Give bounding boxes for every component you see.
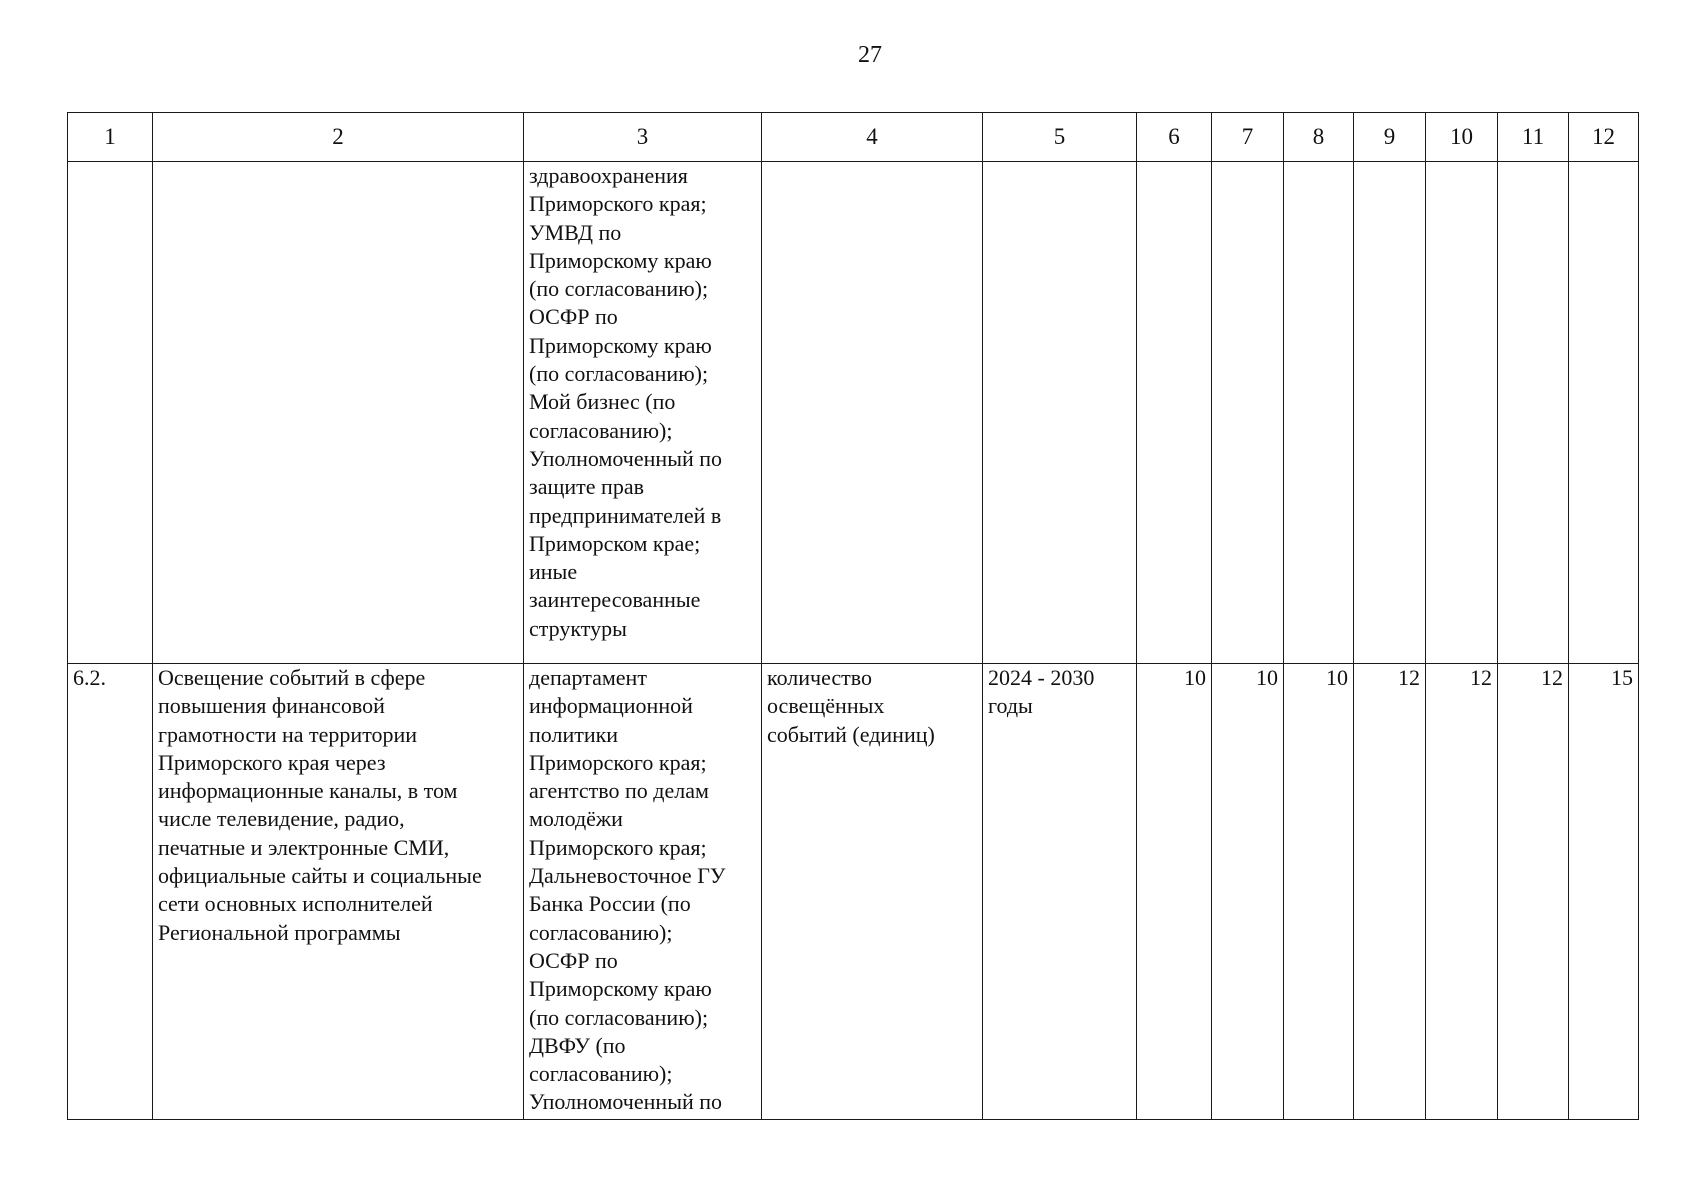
column-header-6: 6 — [1137, 113, 1212, 162]
column-header-7: 7 — [1212, 113, 1284, 162]
measure-name-cell — [153, 664, 524, 1120]
cell-text-line: Уполномоченный по — [529, 445, 723, 471]
value-cell — [1212, 162, 1284, 664]
value-cell: 12 — [1354, 664, 1426, 1120]
column-header-1: 1 — [68, 113, 153, 162]
cell-text-line: освещённых — [767, 693, 885, 719]
value-cell — [1137, 162, 1212, 664]
cell-text-line: информационные каналы, в том — [158, 778, 458, 804]
cell-text-line: согласованию); — [529, 919, 673, 945]
cell-text-line: предпринимателей в — [529, 502, 722, 528]
cell-text-line: Освещение событий в сфере — [158, 665, 426, 690]
cell-text-line: числе телевидение, радио, — [158, 806, 405, 832]
cell-text-line: грамотности на территории — [158, 721, 418, 747]
cell-text-line: политики — [529, 721, 619, 747]
cell-text-line: печатные и электронные СМИ, — [158, 834, 450, 860]
value-cell: 15 — [1569, 664, 1639, 1120]
cell-text-line: официальные сайты и социальные — [158, 863, 482, 889]
indicator-cell — [762, 664, 983, 1120]
value-cell — [1498, 162, 1569, 664]
cell-text-line: (по согласованию); — [529, 361, 709, 387]
column-header-2: 2 — [153, 113, 524, 162]
value-cell: 10 — [1212, 664, 1284, 1120]
cell-text-line: Приморского края; — [529, 749, 707, 775]
cell-text-line: ДВФУ (по — [529, 1032, 626, 1058]
item-number-cell — [68, 162, 153, 664]
cell-text-line: (по согласованию); — [529, 1004, 709, 1030]
cell-text-line: структуры — [529, 615, 627, 641]
cell-text-line: ОСФР по — [529, 947, 618, 973]
period-cell — [983, 162, 1137, 664]
column-header-8: 8 — [1284, 113, 1354, 162]
table-row — [68, 162, 1639, 664]
item-number-cell: 6.2. — [68, 664, 153, 1120]
cell-text-line: сети основных исполнителей — [158, 891, 433, 917]
cell-text-line: 2024 - 2030 — [988, 665, 1095, 690]
cell-text-line: департамент — [529, 665, 647, 690]
period-cell — [983, 664, 1137, 1120]
cell-text-line: Банка России (по — [529, 891, 691, 917]
cell-text-line: Мой бизнес (по — [529, 389, 676, 415]
cell-text-line: согласованию); — [529, 417, 673, 443]
value-cell — [1354, 162, 1426, 664]
value-cell: 12 — [1426, 664, 1498, 1120]
value-cell: 10 — [1137, 664, 1212, 1120]
cell-text-line: согласованию); — [529, 1061, 673, 1087]
header-row — [68, 113, 1639, 162]
value-cell — [1284, 162, 1354, 664]
indicator-cell — [762, 162, 983, 664]
cell-text-line: повышения финансовой — [158, 693, 385, 719]
cell-text-line: Приморского края через — [158, 749, 386, 775]
value-cell — [1569, 162, 1639, 664]
cell-text-line: Приморского края; — [529, 834, 707, 860]
cell-text-line: молодёжи — [529, 806, 623, 832]
cell-text-line: информационной — [529, 693, 693, 719]
table-row — [68, 664, 1639, 1120]
value-cell — [1426, 162, 1498, 664]
cell-text-line: годы — [988, 693, 1033, 719]
cell-text-line: событий (единиц) — [767, 721, 935, 747]
value-cell: 12 — [1498, 664, 1569, 1120]
column-header-5: 5 — [983, 113, 1137, 162]
measure-name-cell — [153, 162, 524, 664]
page-number: 27 — [858, 42, 882, 68]
column-header-4: 4 — [762, 113, 983, 162]
measures-table — [67, 112, 1639, 1120]
cell-text-line: (по согласованию); — [529, 276, 709, 302]
cell-text-line: Приморском крае; — [529, 530, 701, 556]
column-header-3: 3 — [524, 113, 762, 162]
cell-text-line: Приморскому краю — [529, 247, 712, 273]
cell-text-line: УМВД по — [529, 219, 622, 245]
executors-cell — [524, 664, 762, 1120]
cell-text-line: Дальневосточное ГУ — [529, 863, 726, 889]
cell-text-line: Уполномоченный по — [529, 1089, 723, 1115]
cell-text-line: Приморского края; — [529, 191, 707, 217]
cell-text-line: здравоохранения — [529, 163, 688, 188]
cell-text-line: ОСФР по — [529, 304, 618, 330]
cell-text-line: Приморскому краю — [529, 332, 712, 358]
column-header-9: 9 — [1354, 113, 1426, 162]
column-header-12: 12 — [1569, 113, 1639, 162]
cell-text-line: защите прав — [529, 474, 644, 500]
cell-text-line: иные — [529, 559, 578, 585]
cell-text-line: количество — [767, 665, 873, 690]
cell-text-line: заинтересованные — [529, 587, 701, 613]
cell-text-line: Приморскому краю — [529, 976, 712, 1002]
column-header-10: 10 — [1426, 113, 1498, 162]
cell-text-line: агентство по делам — [529, 778, 709, 804]
executors-cell — [524, 162, 762, 664]
value-cell: 10 — [1284, 664, 1354, 1120]
column-header-11: 11 — [1498, 113, 1569, 162]
cell-text-line: Региональной программы — [158, 919, 401, 945]
